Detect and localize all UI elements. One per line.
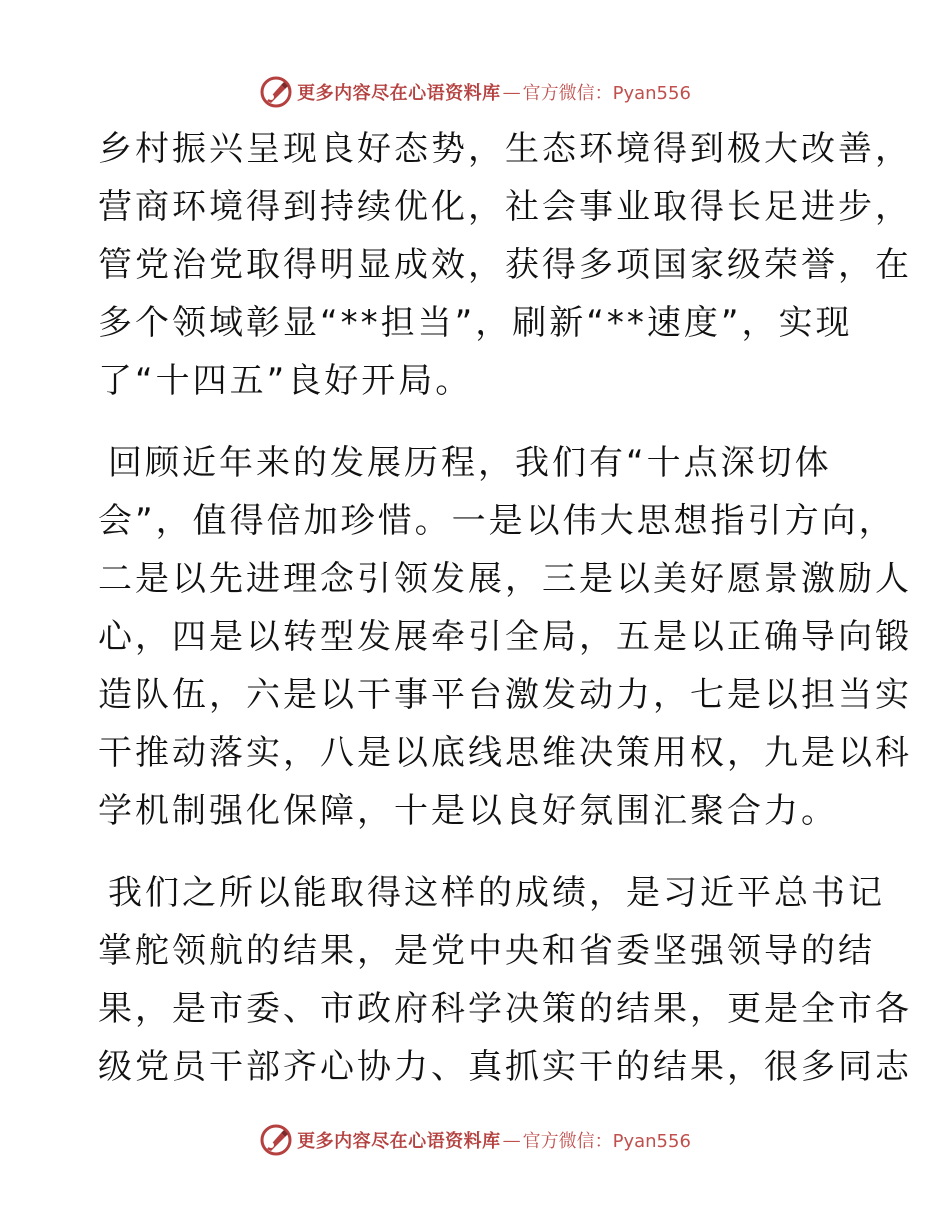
text-line: 我们之所以能取得这样的成绩，是习近平总书记 — [108, 873, 885, 913]
text-line: 心，四是以转型发展牵引全局，五是以正确导向锻 — [98, 617, 912, 657]
header-watermark — [0, 72, 950, 112]
text-line: 营商环境得到持续优化，社会事业取得长足进步， — [98, 187, 912, 227]
watermark-separator: — — [502, 81, 521, 103]
footer-watermark — [0, 1120, 950, 1160]
text-line: 多个领域彰显“**担当”，刷新“**速度”，实现 — [98, 303, 853, 343]
text-line: 级党员干部齐心协力、真抓实干的结果，很多同志 — [98, 1047, 912, 1087]
text-line: 造队伍，六是以干事平台激发动力，七是以担当实 — [98, 675, 912, 715]
watermark-text: 更多内容尽在心语资料库 — [297, 83, 501, 104]
text-line: 回顾近年来的发展历程，我们有“十点深切体 — [108, 443, 832, 483]
text-line: 二是以先进理念引领发展，三是以美好愿景激励人 — [98, 559, 912, 599]
pen-logo-icon — [259, 75, 293, 109]
text-line: 会”，值得倍加珍惜。一是以伟大思想指引方向， — [98, 501, 896, 541]
document-body — [98, 120, 912, 1120]
text-line: 学机制强化保障，十是以良好氛围汇聚合力。 — [98, 791, 838, 831]
paragraph-3 — [98, 864, 912, 1096]
watermark-separator: — — [502, 1129, 521, 1151]
text-line: 果，是市委、市政府科学决策的结果，更是全市各 — [98, 989, 912, 1029]
paragraph-1 — [98, 120, 912, 410]
text-line: 了“十四五”良好开局。 — [98, 361, 473, 401]
text-line: 掌舵领航的结果，是党中央和省委坚强领导的结 — [98, 931, 875, 971]
watermark-wechat: 官方微信：Pyan556 — [522, 1131, 691, 1152]
paragraph-2 — [98, 434, 912, 840]
text-line: 乡村振兴呈现良好态势，生态环境得到极大改善， — [98, 129, 912, 169]
watermark-text: 更多内容尽在心语资料库 — [297, 1131, 501, 1152]
text-line: 管党治党取得明显成效，获得多项国家级荣誉，在 — [98, 245, 912, 285]
text-line: 干推动落实，八是以底线思维决策用权，九是以科 — [98, 733, 912, 773]
watermark-wechat: 官方微信：Pyan556 — [522, 83, 691, 104]
pen-logo-icon — [259, 1123, 293, 1157]
